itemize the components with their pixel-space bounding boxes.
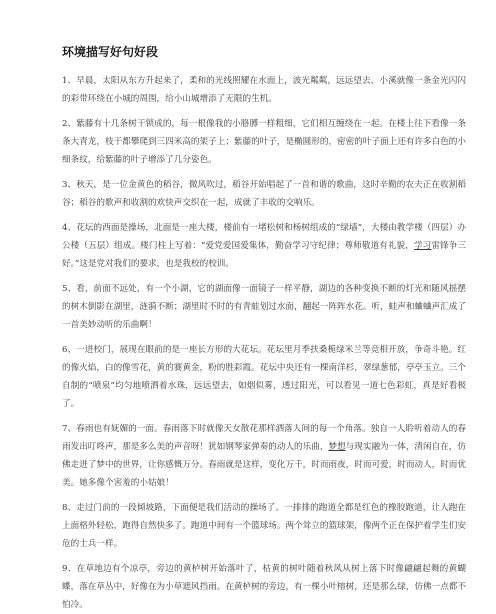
paragraph-text: 9、在草地边有个凉亭，旁边的黄栌树开始落叶了，枯黄的树叶随着秋风从树上落下时像翩翩起舞的黄蝴蝶，落在草丛中，好像在为小草遮风挡雨。在黄栌树的旁边，有一棵小叶榕树，还是那么绿，仿佛一点都不怕冷。 — [62, 564, 466, 610]
underlined-link[interactable]: 学习 — [413, 241, 432, 251]
paragraph-9 — [62, 560, 466, 614]
paragraph-4 — [62, 219, 466, 273]
underlined-link[interactable]: 梦想 — [328, 442, 346, 452]
paragraph-3 — [62, 176, 466, 212]
paragraph-5 — [62, 280, 466, 334]
paragraph-7 — [62, 420, 466, 492]
paragraph-text: 3、秋天，是一位金黄色的稻谷，微风吹过，稻谷开始唱起了一首和谐的歌曲，这时辛勤的农夫正在收割稻谷；稻谷的歌声和收割的欢快声交织在一起，成就了丰收的交响乐。 — [62, 180, 466, 208]
paragraph-text: 2、紫藤有十几条树干锁成的，每一根像我的小胳膊一样粗细，它们相互缠绕在一起。在楼上往下看像一条条大青龙，枝干都攀爬到三四米高的架子上；紫藤的叶子，是椭圆形的，密密的叶子面上还有许多白色的小细条纹，给紫藤的叶子增添了几分姿色。 — [62, 119, 466, 165]
paragraph-text: 1、早晨，太阳从东方升起来了，柔和的光线照耀在水面上，波光粼粼，远远望去，小溪就像一条金光闪闪的彩带环绕在小城的周围，给小山城增添了无限的生机。 — [62, 76, 466, 104]
paragraph-text: 8、走过门前的一段倾坡路，下面便是我们活动的操场了。一排排的跑道全都是红色的橡胶跑道，让人跑在上面格外轻松，跑得自然快多了。跑道中间有一个篮球场。两个耸立的篮球架，像两个正在保护着学生们安危的士兵一样。 — [62, 503, 466, 549]
paragraph-text-after: 与现实融为一体，清闲自在，仿佛走进了梦中的世界，让你感慨万分。春雨就是这样，变化万千，时而雨夜，时而可爱，时而动人，时而优美。她多像个害羞的小姑娘！ — [62, 442, 466, 488]
paragraph-text: 7、春雨也有妩媚的一面。春雨落下时就像天女散花那样洒落人间的每一个角落。独自一人聆听着动人的春雨发出叮咚声，那是多么美的声音呀！犹如钢琴家弹奏的动人的乐曲， — [62, 424, 466, 452]
paragraph-text: 5、看，前面不远处，有一个小湖，它的湖面像一面镜子一样平静，湖边的各种变换不断的灯光和随风摇摆的树木倒影在湖里，涟漪不断；湖里时不时的有青蛙划过水面，翻起一阵阵水花。听，蛙声和蛐蛐声汇成了一首美妙动听的乐曲啊！ — [62, 284, 466, 330]
document-title: 环境描写好句好段 — [62, 45, 159, 59]
paragraph-8 — [62, 499, 466, 553]
paragraph-text-after: 雷锋争三好。”这是党对我们的要求，也是我校的校训。 — [62, 241, 466, 269]
paragraph-text: 6、一进校门，展现在眼前的是一座长方形的大花坛。花坛里月季扶桑栀绿米兰等竞相开放，争奇斗艳。红的像火焰，白的像雪花，黄的赛黄金，粉的胜彩霞。花坛中央还有一棵南洋杉，翠绿葱郁，亭亭玉立。三个自制的“喷泉”均匀地喷洒着水珠，远远望去，如烟似雾，透过阳光，可以看见一道七色彩虹，真是好看极了。 — [62, 345, 466, 409]
paragraph-1 — [62, 72, 466, 108]
paragraph-2 — [62, 115, 466, 169]
paragraph-text: 4、花坛的西面是操场，北面是一座大楼，楼前有一堵松树和杨树组成的“绿墙”，大楼由教学楼（四层）办公楼（五层）组成。楼门柱上写着：“爱党爱国爱集体，勤奋学习守纪律；尊师敬道有礼貌， — [62, 223, 466, 251]
paragraph-6 — [62, 341, 466, 413]
